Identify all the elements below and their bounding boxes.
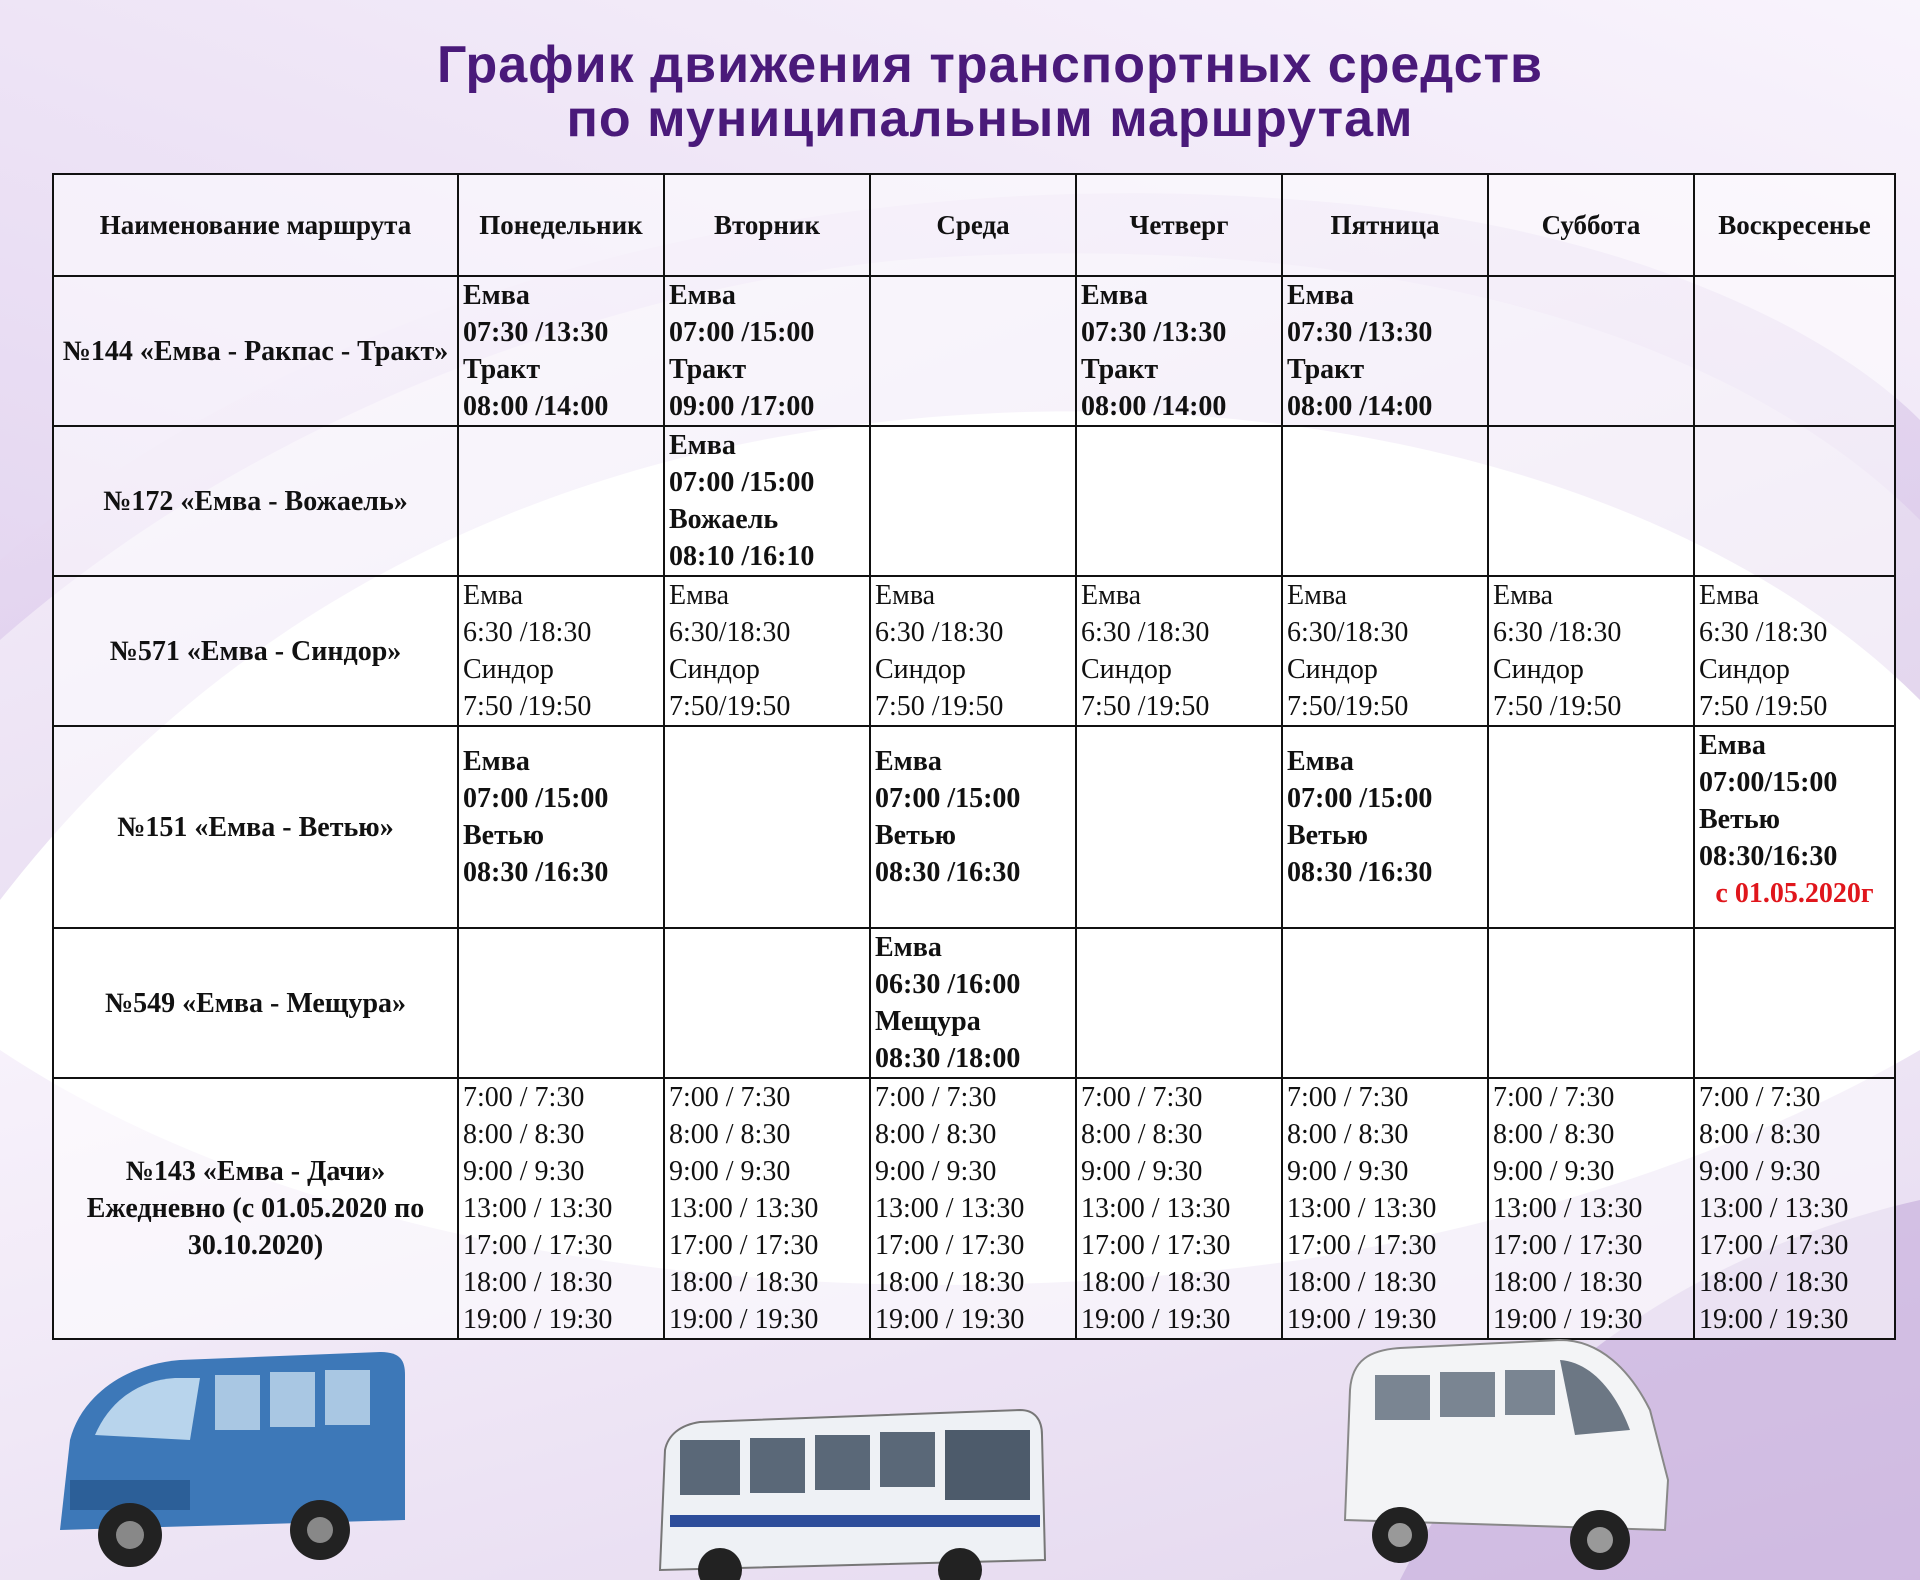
stop-name: Синдор: [1287, 654, 1378, 685]
header-route: Наименование маршрута: [53, 174, 458, 276]
departure-times: 07:00 /15:00: [669, 317, 815, 348]
schedule-cell: [1282, 276, 1488, 426]
schedule-cell: [1694, 928, 1895, 1078]
header-wednesday: Среда: [870, 174, 1076, 276]
stop-name: Синдор: [1493, 654, 1584, 685]
schedule-cell: [1488, 1078, 1694, 1339]
stop-name: Синдор: [463, 654, 554, 685]
route-cell: №151 «Емва - Ветью»: [53, 726, 458, 928]
departure-times: 07:30 /13:30: [1287, 317, 1433, 348]
header-friday: Пятница: [1282, 174, 1488, 276]
departure-times: 7:00 / 7:30: [463, 1082, 585, 1113]
departure-times: 19:00 / 19:30: [875, 1304, 1025, 1335]
stop-name: Емва: [463, 580, 524, 611]
departure-times: 7:50/19:50: [1287, 691, 1409, 722]
stop-name: Емва: [669, 280, 736, 311]
departure-times: 7:50 /19:50: [1699, 691, 1828, 722]
stop-name: Емва: [1081, 580, 1142, 611]
departure-times: 18:00 / 18:30: [1287, 1267, 1437, 1298]
stop-name: Синдор: [875, 654, 966, 685]
departure-times: 7:00 / 7:30: [1287, 1082, 1409, 1113]
departure-times: 13:00 / 13:30: [669, 1193, 819, 1224]
table-row: [53, 726, 1895, 928]
route-period: Ежедневно (с 01.05.2020 по 30.10.2020): [86, 1193, 425, 1261]
departure-times: 08:30 /16:30: [463, 857, 609, 888]
table-row: [53, 576, 1895, 726]
departure-times: 7:00 / 7:30: [669, 1082, 791, 1113]
departure-times: 08:30 /18:00: [875, 1043, 1021, 1074]
departure-times: 8:00 / 8:30: [1699, 1119, 1821, 1150]
departure-times: 9:00 / 9:30: [875, 1156, 997, 1187]
schedule-cell: [1076, 1078, 1282, 1339]
departure-times: 9:00 / 9:30: [1493, 1156, 1615, 1187]
stop-name: Тракт: [669, 354, 747, 385]
table-row-daily: [53, 1078, 1895, 1339]
route-name: №143 «Емва - Дачи»: [125, 1156, 386, 1187]
schedule-cell: [1076, 426, 1282, 576]
departure-times: 6:30 /18:30: [875, 617, 1004, 648]
departure-times: 07:00 /15:00: [463, 783, 609, 814]
departure-times: 07:00 /15:00: [1287, 783, 1433, 814]
departure-times: 19:00 / 19:30: [463, 1304, 613, 1335]
departure-times: 13:00 / 13:30: [1287, 1193, 1437, 1224]
schedule-cell: [1282, 928, 1488, 1078]
white-bus-image: [660, 1410, 1045, 1580]
departure-times: 9:00 / 9:30: [1699, 1156, 1821, 1187]
stop-name: Тракт: [1287, 354, 1365, 385]
departure-times: 17:00 / 17:30: [1287, 1230, 1437, 1261]
header-monday: Понедельник: [458, 174, 664, 276]
departure-times: 8:00 / 8:30: [875, 1119, 997, 1150]
schedule-cell: [870, 1078, 1076, 1339]
schedule-cell: [1488, 726, 1694, 928]
departure-times: 13:00 / 13:30: [1699, 1193, 1849, 1224]
schedule-cell: [1076, 928, 1282, 1078]
departure-times: 07:00/15:00: [1699, 767, 1838, 798]
departure-times: 8:00 / 8:30: [669, 1119, 791, 1150]
title-line-1: График движения транспортных средств: [437, 36, 1543, 94]
departure-times: 17:00 / 17:30: [1493, 1230, 1643, 1261]
stop-name: Вожаель: [669, 504, 779, 535]
departure-times: 6:30 /18:30: [463, 617, 592, 648]
departure-times: 18:00 / 18:30: [1699, 1267, 1849, 1298]
stop-name: Емва: [463, 746, 530, 777]
schedule-cell: [870, 276, 1076, 426]
departure-times: 08:10 /16:10: [669, 541, 815, 572]
schedule-cell: [1694, 426, 1895, 576]
schedule-cell: [664, 576, 870, 726]
route-cell: №571 «Емва - Синдор»: [53, 576, 458, 726]
schedule-cell: [1282, 726, 1488, 928]
departure-times: 7:50 /19:50: [463, 691, 592, 722]
departure-times: 18:00 / 18:30: [463, 1267, 613, 1298]
stop-name: Емва: [1081, 280, 1148, 311]
header-saturday: Суббота: [1488, 174, 1694, 276]
schedule-cell: [1488, 576, 1694, 726]
stop-name: Емва: [669, 430, 736, 461]
departure-times: 7:00 / 7:30: [1493, 1082, 1615, 1113]
departure-times: 08:30 /16:30: [1287, 857, 1433, 888]
departure-times: 08:00 /14:00: [463, 391, 609, 422]
departure-times: 8:00 / 8:30: [1287, 1119, 1409, 1150]
schedule-cell: [458, 276, 664, 426]
stop-name: Синдор: [1081, 654, 1172, 685]
schedule-cell: [1282, 426, 1488, 576]
departure-times: 07:00 /15:00: [669, 467, 815, 498]
departure-times: 07:00 /15:00: [875, 783, 1021, 814]
schedule-cell: [1282, 576, 1488, 726]
schedule-cell: [1488, 426, 1694, 576]
schedule-cell: [458, 576, 664, 726]
schedule-cell: [458, 426, 664, 576]
page-title: [0, 38, 1920, 146]
table-row: [53, 426, 1895, 576]
departure-times: 6:30/18:30: [1287, 617, 1409, 648]
route-cell: №172 «Емва - Вожаель»: [53, 426, 458, 576]
schedule-cell: [1488, 276, 1694, 426]
route-cell: №549 «Емва - Мещура»: [53, 928, 458, 1078]
schedule-cell: [664, 726, 870, 928]
header-thursday: Четверг: [1076, 174, 1282, 276]
stop-name: Тракт: [463, 354, 541, 385]
departure-times: 19:00 / 19:30: [1287, 1304, 1437, 1335]
stop-name: Мещура: [875, 1006, 981, 1037]
departure-times: 7:00 / 7:30: [1081, 1082, 1203, 1113]
stop-name: Емва: [1287, 580, 1348, 611]
departure-times: 08:00 /14:00: [1287, 391, 1433, 422]
departure-times: 7:00 / 7:30: [1699, 1082, 1821, 1113]
departure-times: 17:00 / 17:30: [1081, 1230, 1231, 1261]
departure-times: 19:00 / 19:30: [669, 1304, 819, 1335]
stop-name: Емва: [875, 932, 942, 963]
departure-times: 7:50 /19:50: [875, 691, 1004, 722]
departure-times: 17:00 / 17:30: [669, 1230, 819, 1261]
schedule-cell: [1076, 726, 1282, 928]
title-line-2: по муниципальным маршрутам: [566, 90, 1414, 148]
schedule-cell: [870, 726, 1076, 928]
departure-times: 9:00 / 9:30: [1081, 1156, 1203, 1187]
stop-name: Синдор: [1699, 654, 1790, 685]
departure-times: 07:30 /13:30: [1081, 317, 1227, 348]
departure-times: 7:00 / 7:30: [875, 1082, 997, 1113]
schedule-cell: [1488, 928, 1694, 1078]
schedule-cell: [664, 1078, 870, 1339]
departure-times: 13:00 / 13:30: [875, 1193, 1025, 1224]
departure-times: 19:00 / 19:30: [1699, 1304, 1849, 1335]
departure-times: 19:00 / 19:30: [1493, 1304, 1643, 1335]
schedule-cell: [870, 576, 1076, 726]
departure-times: 08:30 /16:30: [875, 857, 1021, 888]
departure-times: 7:50/19:50: [669, 691, 791, 722]
stop-name: Емва: [875, 746, 942, 777]
stop-name: Емва: [669, 580, 730, 611]
departure-times: 18:00 / 18:30: [1493, 1267, 1643, 1298]
start-date-note: с 01.05.2020г: [1715, 878, 1874, 909]
route-cell: №144 «Емва - Ракпас - Тракт»: [53, 276, 458, 426]
schedule-cell: [458, 1078, 664, 1339]
schedule-cell: [1694, 726, 1895, 928]
departure-times: 13:00 / 13:30: [1493, 1193, 1643, 1224]
departure-times: 6:30/18:30: [669, 617, 791, 648]
departure-times: 17:00 / 17:30: [875, 1230, 1025, 1261]
stop-name: Емва: [1287, 280, 1354, 311]
departure-times: 18:00 / 18:30: [669, 1267, 819, 1298]
schedule-cell: [1694, 576, 1895, 726]
header-tuesday: Вторник: [664, 174, 870, 276]
stop-name: Емва: [463, 280, 530, 311]
departure-times: 07:30 /13:30: [463, 317, 609, 348]
schedule-cell: [1076, 576, 1282, 726]
departure-times: 13:00 / 13:30: [463, 1193, 613, 1224]
white-van-image: [1345, 1340, 1668, 1570]
schedule-cell: [870, 928, 1076, 1078]
schedule-table: [52, 173, 1896, 1340]
stop-name: Емва: [1699, 580, 1760, 611]
departure-times: 9:00 / 9:30: [463, 1156, 585, 1187]
schedule-cell: [664, 276, 870, 426]
departure-times: 9:00 / 9:30: [669, 1156, 791, 1187]
departure-times: 13:00 / 13:30: [1081, 1193, 1231, 1224]
blue-minibus-image: [60, 1352, 405, 1567]
departure-times: 6:30 /18:30: [1493, 617, 1622, 648]
stop-name: Синдор: [669, 654, 760, 685]
departure-times: 08:00 /14:00: [1081, 391, 1227, 422]
stop-name: Ветью: [1699, 804, 1781, 835]
stop-name: Емва: [875, 580, 936, 611]
schedule-cell: [1282, 1078, 1488, 1339]
departure-times: 7:50 /19:50: [1493, 691, 1622, 722]
table-row: [53, 928, 1895, 1078]
schedule-cell: [1694, 276, 1895, 426]
table-row: [53, 276, 1895, 426]
schedule-cell: [1694, 1078, 1895, 1339]
schedule-cell: [664, 426, 870, 576]
departure-times: 8:00 / 8:30: [463, 1119, 585, 1150]
stop-name: Ветью: [1287, 820, 1369, 851]
departure-times: 17:00 / 17:30: [463, 1230, 613, 1261]
schedule-cell: [870, 426, 1076, 576]
header-row: [53, 174, 1895, 276]
schedule-cell: [458, 726, 664, 928]
departure-times: 18:00 / 18:30: [875, 1267, 1025, 1298]
schedule-cell: [664, 928, 870, 1078]
departure-times: 18:00 / 18:30: [1081, 1267, 1231, 1298]
stop-name: Тракт: [1081, 354, 1159, 385]
vehicles-illustration: [0, 1330, 1920, 1580]
stop-name: Ветью: [463, 820, 545, 851]
stop-name: Емва: [1699, 730, 1766, 761]
stop-name: Емва: [1287, 746, 1354, 777]
departure-times: 06:30 /16:00: [875, 969, 1021, 1000]
departure-times: 8:00 / 8:30: [1081, 1119, 1203, 1150]
stop-name: Емва: [1493, 580, 1554, 611]
departure-times: 7:50 /19:50: [1081, 691, 1210, 722]
schedule-cell: [458, 928, 664, 1078]
departure-times: 6:30 /18:30: [1699, 617, 1828, 648]
departure-times: 08:30/16:30: [1699, 841, 1838, 872]
departure-times: 8:00 / 8:30: [1493, 1119, 1615, 1150]
route-cell: [53, 1078, 458, 1339]
header-sunday: Воскресенье: [1694, 174, 1895, 276]
stop-name: Ветью: [875, 820, 957, 851]
departure-times: 09:00 /17:00: [669, 391, 815, 422]
departure-times: 6:30 /18:30: [1081, 617, 1210, 648]
departure-times: 9:00 / 9:30: [1287, 1156, 1409, 1187]
departure-times: 19:00 / 19:30: [1081, 1304, 1231, 1335]
departure-times: 17:00 / 17:30: [1699, 1230, 1849, 1261]
schedule-cell: [1076, 276, 1282, 426]
